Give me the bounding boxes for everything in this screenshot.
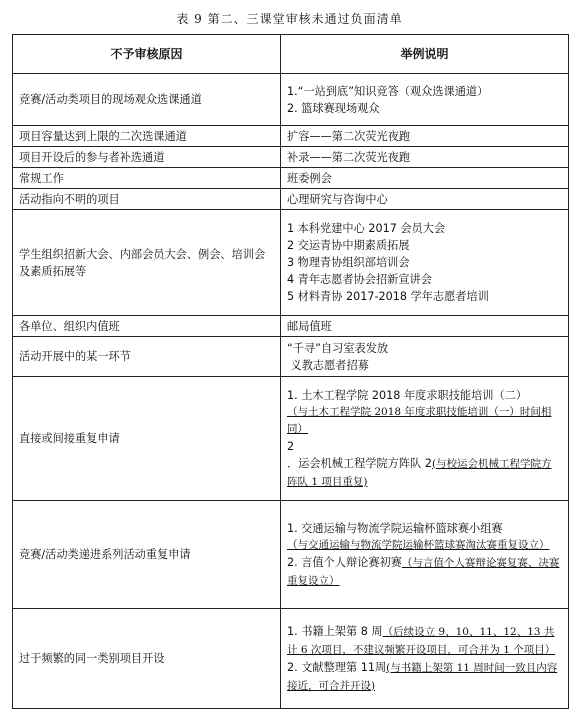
reason-cell: 项目容量达到上限的二次选课通道	[13, 126, 281, 147]
header-reason: 不予审核原因	[13, 35, 281, 74]
table-header-row	[13, 35, 569, 74]
example-note: (与校运会机械工程学院方阵队 1 项目重复)	[287, 457, 552, 488]
example-line: “千寻”自习室表发放	[287, 341, 389, 355]
table-row	[13, 189, 569, 210]
example-line: 补录——第二次荧光夜跑	[287, 150, 411, 164]
example-cell	[281, 337, 569, 377]
example-cell	[281, 189, 569, 210]
example-note: (与书籍上架第 11 周时间一致且内容接近，可合并开设)	[287, 661, 558, 692]
reason-cell: 活动指向不明的项目	[13, 189, 281, 210]
example-line: ．运会机械工程学院方阵队 2	[287, 456, 432, 470]
example-cell	[281, 126, 569, 147]
example-line: 2. 言值个人辩论赛初赛	[287, 555, 402, 569]
example-cell	[281, 210, 569, 316]
example-line-group	[287, 623, 562, 659]
example-line: 义教志愿者招募	[287, 358, 369, 372]
example-note: （后续设立 9、10、11、12、13 共计 6 次项目，不建议频繁开设项目，可合并为 1 个项目）	[287, 625, 556, 656]
example-cell	[281, 168, 569, 189]
table-row	[13, 147, 569, 168]
example-line: 1. 书籍上架第 8 周	[287, 624, 383, 638]
reason-cell: 学生组织招新大会、内部会员大会、例会、培训会及素质拓展等	[13, 210, 281, 316]
table-row	[13, 337, 569, 377]
table-row	[13, 126, 569, 147]
example-line-group	[287, 554, 562, 590]
example-line: 2. 篮球赛现场观众	[287, 101, 380, 115]
example-cell	[281, 501, 569, 609]
reason-cell: 竞赛/活动类项目的现场观众选课通道	[13, 74, 281, 126]
example-line: 1. 土木工程学院 2018 年度求职技能培训（二）	[287, 388, 528, 402]
example-line: 班委例会	[287, 171, 332, 185]
example-line: 1 本科党建中心 2017 会员大会	[287, 222, 446, 235]
example-note: （与言值个人赛辩论赛复赛、决赛重复设立）	[287, 556, 560, 587]
example-line: 5 材料青协 2017-2018 学年志愿者培训	[287, 290, 489, 303]
reason-cell: 项目开设后的参与者补选通道	[13, 147, 281, 168]
table-row	[13, 168, 569, 189]
example-line-group	[287, 659, 562, 695]
example-line: 3 物理青协组织部培训会	[287, 256, 410, 269]
example-line: 邮局值班	[287, 319, 332, 333]
example-line: 1. 交通运输与物流学院运输杯篮球赛小组赛	[287, 521, 503, 535]
reason-cell: 活动开展中的某一环节	[13, 337, 281, 377]
example-note: （与交通运输与物流学院运输杯篮球赛淘汰赛重复设立）	[287, 538, 550, 551]
example-line: 扩容——第二次荧光夜跑	[287, 129, 411, 143]
example-cell	[281, 147, 569, 168]
reason-cell: 过于频繁的同一类别项目开设	[13, 609, 281, 709]
table-row	[13, 210, 569, 316]
example-cell	[281, 609, 569, 709]
example-line: 心理研究与咨询中心	[287, 192, 388, 206]
example-line: 4 青年志愿者协会招新宣讲会	[287, 273, 432, 286]
reason-cell: 常规工作	[13, 168, 281, 189]
reason-cell: 各单位、组织内值班	[13, 316, 281, 337]
example-note: （与土木工程学院 2018 年度求职技能培训（一）时间相同）	[287, 405, 552, 435]
example-cell	[281, 377, 569, 501]
example-line: 1.“一站到底”知识竞答（观众选课通道）	[287, 84, 489, 98]
reason-cell: 直接或间接重复申请	[13, 377, 281, 501]
example-cell	[281, 316, 569, 337]
header-example: 举例说明	[281, 35, 569, 74]
table-row	[13, 74, 569, 126]
example-line-group	[287, 455, 562, 491]
negative-list-table	[12, 34, 569, 709]
table-row	[13, 377, 569, 501]
table-caption: 表 9 第二、三课堂审核未通过负面清单	[176, 12, 403, 26]
example-cell	[281, 74, 569, 126]
example-line: 2	[287, 439, 295, 453]
table-row	[13, 316, 569, 337]
example-line: 2. 文献整理第 11周	[287, 660, 387, 674]
reason-cell: 竞赛/活动类递进系列活动重复申请	[13, 501, 281, 609]
table-row	[13, 501, 569, 609]
example-line: 2 交运青协中期素质拓展	[287, 239, 410, 252]
table-row	[13, 609, 569, 709]
